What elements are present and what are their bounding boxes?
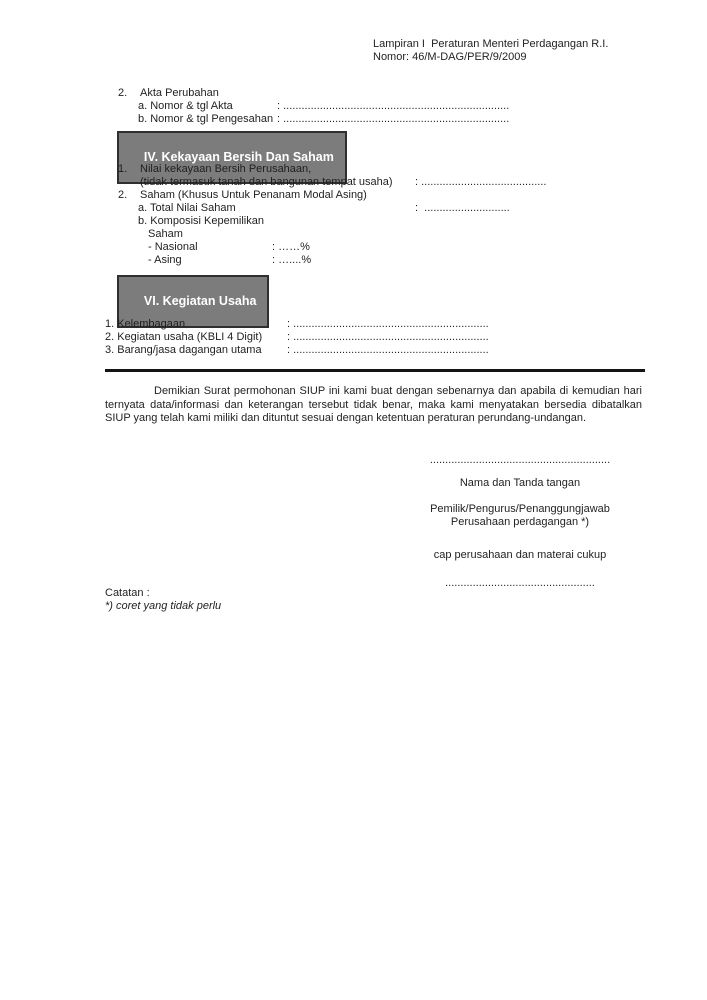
akta-row-a-label: a. Nomor & tgl Akta <box>138 100 233 112</box>
iv-item2-number: 2. <box>118 189 128 201</box>
header-line-2: Nomor: 46/M-DAG/PER/9/2009 <box>373 51 527 63</box>
signature-name-label: Nama dan Tanda tangan <box>459 477 581 489</box>
iv-nasional-label: - Nasional <box>148 241 198 253</box>
iv-item2b-label: b. Komposisi Kepemilikan <box>138 215 264 227</box>
akta-row-a-fill-field: : .......................................................................... <box>277 100 510 112</box>
vi-row1-fill-field: : ................................................................ <box>287 318 489 330</box>
iv-item1-number: 1. <box>118 163 128 175</box>
section-vi-title: VI. Kegiatan Usaha <box>143 294 257 308</box>
vi-row1-label: 1. Kelembagaan <box>105 318 186 330</box>
header-line-1: Lampiran I Peraturan Menteri Perdagangan R.I. <box>373 38 609 50</box>
akta-item-title: Akta Perubahan <box>140 87 219 99</box>
signature-role-line2: Perusahaan perdagangan *) <box>450 516 590 528</box>
iv-item2a-label: a. Total Nilai Saham <box>138 202 236 214</box>
signature-dotted-line-bottom: ................................................. <box>445 577 595 589</box>
signature-stamp-note: cap perusahaan dan materai cukup <box>433 549 607 561</box>
note-item: *) coret yang tidak perlu <box>105 600 222 612</box>
iv-asing-label: - Asing <box>148 254 182 266</box>
iv-asing-fill-field: : …....% <box>272 254 312 266</box>
signature-role-line1: Pemilik/Pengurus/Penanggungjawab <box>430 503 610 515</box>
iv-item2a-fill-field: : ............................ <box>415 202 510 214</box>
vi-row2-fill-field: : ................................................................ <box>287 331 489 343</box>
iv-item1-fill-field: : ......................................... <box>415 176 547 188</box>
akta-row-b-fill-field: : .......................................................................... <box>277 113 510 125</box>
iv-nasional-fill-field: : ……% <box>272 241 310 253</box>
vi-row3-fill-field: : ................................................................ <box>287 344 489 356</box>
vi-row2-label: 2. Kegiatan usaha (KBLI 4 Digit) <box>105 331 263 343</box>
signature-block <box>418 450 622 590</box>
iv-item2-title: Saham (Khusus Untuk Penanam Modal Asing) <box>140 189 367 201</box>
vi-row3-label: 3. Barang/jasa dagangan utama <box>105 344 262 356</box>
akta-row-b-label: b. Nomor & tgl Pengesahan <box>138 113 274 125</box>
note-title: Catatan : <box>105 587 150 599</box>
akta-item-number: 2. <box>118 87 128 99</box>
signature-dotted-line-top: ........................................................... <box>429 454 611 466</box>
iv-item1-line1: Nilai kekayaan Bersih Perusahaan, <box>140 163 312 175</box>
iv-item1-line2: (tidak termasuk tanah dan bangunan tempat usaha) <box>140 176 393 188</box>
document-header <box>373 38 608 64</box>
iv-item2b-label-line2: Saham <box>148 228 183 240</box>
declaration-paragraph: Demikian Surat permohonan SIUP ini kami buat dengan sebenarnya dan apabila di kemudian hari ternyata data/informasi dan keterangan tersebut tidak benar, maka kami menyatakan bersedia dibatalkan SIUP yang telah kami miliki dan dituntut sesuai dengan ketentuan peraturan perundang-undangan. <box>105 385 642 424</box>
horizontal-divider <box>105 369 645 372</box>
section-iv-title: IV. Kekayaan Bersih Dan Saham <box>143 150 334 164</box>
